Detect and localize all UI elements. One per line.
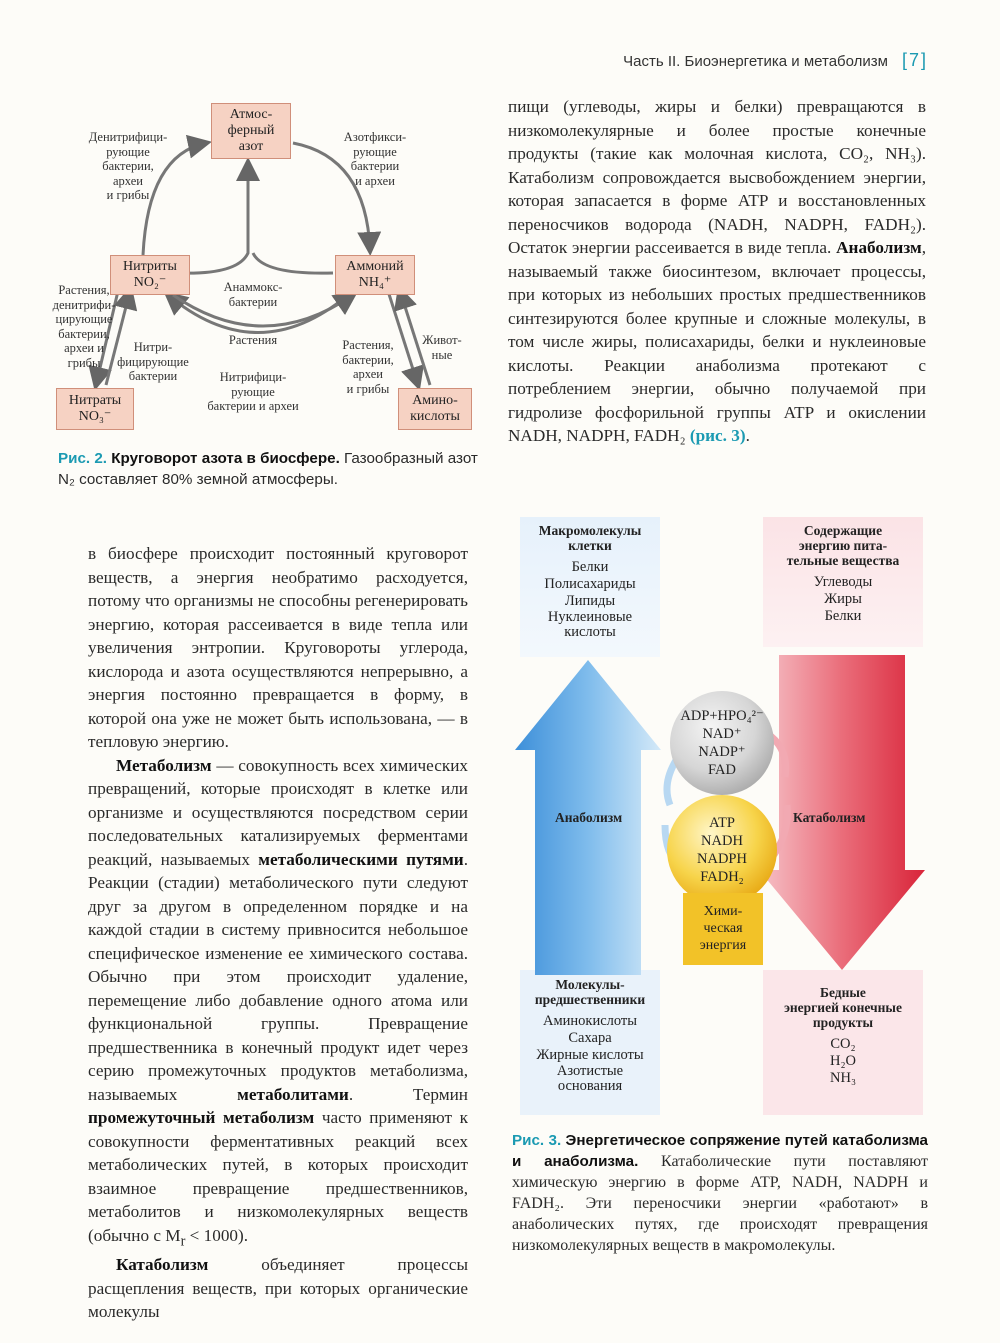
nutrients-box: Содержащие энергию пита- тельные вещества Углеводы Жиры Белки xyxy=(786,523,900,624)
metabolism-figure xyxy=(515,515,927,1120)
figure2-caption: Рис. 2. Круговорот азота в биосфере. Газообразный азот N₂ составляет 80% земной атмосферы. xyxy=(58,450,478,488)
nitrogen-cycle-figure xyxy=(48,95,488,440)
box-nitrites: Нитриты NO₂⁻ xyxy=(110,255,190,295)
label-anammox: Анаммокс- бактерии xyxy=(223,280,283,309)
header-title: Часть II. Биоэнергетика и метаболизм xyxy=(623,53,888,70)
catabolism-label: Катаболизм xyxy=(793,810,866,825)
box-nitrates: Нитраты NO₃⁻ xyxy=(56,388,134,430)
label-nitrifying-bacteria: Нитри- фицирующие бактерии xyxy=(117,340,189,383)
paragraph-metabolism: Метаболизм — совокупность всех химических превращений, которые происходят в клетке или организме и осуществляются посредством серии последовательных катализируемых ферментами реакций, называемых метаболическими путями. Реакции (стадии) метаболического пути следуют друг за другом в определенном порядке и на каждой стадии в систему привносится небольшое специфическое изменение ее химического состава. Обычно при этом происходит удаление, перемещение либо добавление одного атома или функциональной группы. Превращение предшественника в конечный продукт идет через серию промежуточных продуктов метаболизма, называемых метаболитами. Термин промежуточный метаболизм часто применяют к совокупности ферментативных реакций всех метаболических путей, в которых происходит взаимное превращение предшественников, метаболитов и низкомолекулярных веществ (обычно с $M_r < 1000$). xyxy=(88,755,468,1249)
box-ammonium: Аммоний NH₄⁺ xyxy=(335,255,415,295)
label-plants-right: Растения, бактерии, археи и грибы xyxy=(342,338,394,396)
products-box: Бедные энергией конечные продукты CO₂ H₂O NH₃ xyxy=(784,985,902,1086)
label-denitrifying: Денитрифици- рующие бактерии, археи и грибы xyxy=(88,130,168,202)
chem-energy-label: Хими- ческая энергия xyxy=(699,904,747,953)
figure3-reference[interactable]: (рис. 3) xyxy=(689,426,746,445)
gray-circle-label: ADP+HPO₄²⁻ NAD⁺ NADP⁺ FAD xyxy=(680,708,764,778)
paragraph-cycle: в биосфере происходит постоянный круговорот веществ, а энергия необратимо расходуется, потому что организмы не способны регенерировать энергию, которая рассеивается в виде тепла или увеличения энтропии. Круговороты углерода, кислорода и азота осуществляются непрерывно, а энергия постоянно превращается в форму, в которой она уже не может быть использована, — в тепловую энергию. xyxy=(88,544,468,751)
precursors-box: Молекулы- предшественники Аминокислоты Сахара Жирные кислоты Азотистые основания xyxy=(534,977,646,1094)
box-amino-acids: Амино- кислоты xyxy=(398,388,472,430)
running-header xyxy=(623,50,928,71)
arrow-anammox-right xyxy=(253,253,333,273)
box-atmospheric-nitrogen: Атмос- ферный азот xyxy=(211,103,291,159)
label-plants-mid: Растения xyxy=(228,333,278,347)
macromolecules-box: Макромолекулы клетки Белки Полисахариды Липиды Нуклеиновые кислоты xyxy=(538,523,642,640)
label-nitrifying-bacteria-archaea: Нитрифици- рующие бактерии и археи xyxy=(207,370,299,413)
figure3-caption: Рис. 3. Энергетическое сопряжение путей катаболизма и анаболизма. Катаболические пути поставляют химическую энергию в форме ATP, NADH, NADPH и FADH₂. Эти переносчики энергии «работают» в анаболических путях, где происходят превращения низкомолекулярных веществ в макромолекулы. xyxy=(512,1132,928,1254)
paragraph-catabolism: Катаболизм объединяет процессы расщепления веществ, при которых органические молекулы xyxy=(88,1255,468,1322)
yellow-circle-label: ATP NADH NADPH FADH₂ xyxy=(697,815,747,885)
label-animals: Живот- ные xyxy=(422,333,462,362)
anabolism-label: Анаболизм xyxy=(555,810,623,825)
label-nitrogen-fixing: Азотфикси- рующие бактерии и археи xyxy=(343,130,407,188)
right-column-text: пищи (углеводы, жиры и белки) превращаются в низкомолекулярные и более простые конечные продукты (такие как молочная кислота, CO₂, NH₃). Катаболизм сопровождается высвобождением энергии, которая запасается в форме ATP и восстановленных переносчиков водорода (NADH, NADPH, FADH₂). Остаток энергии рассеивается в виде тепла. Анаболизм, называемый также биосинтезом, включает процессы, при которых из небольших простых предшественников синтезируются более крупные и сложные молекулы, в том числе жиры, полисахариды, белки и нуклеиновые кислоты. Реакции анаболизма протекают с потреблением энергии, обычно получаемой при гидролизе фосфорильной группы ATP и окислении NADH, NADPH, FADH₂ (рис. 3). xyxy=(508,97,926,445)
label-plants-left: Растения, денитрифи- цирующие бактерии, археи и грибы xyxy=(52,283,116,370)
left-column-text xyxy=(88,542,468,1324)
page-number: [7] xyxy=(901,50,928,70)
